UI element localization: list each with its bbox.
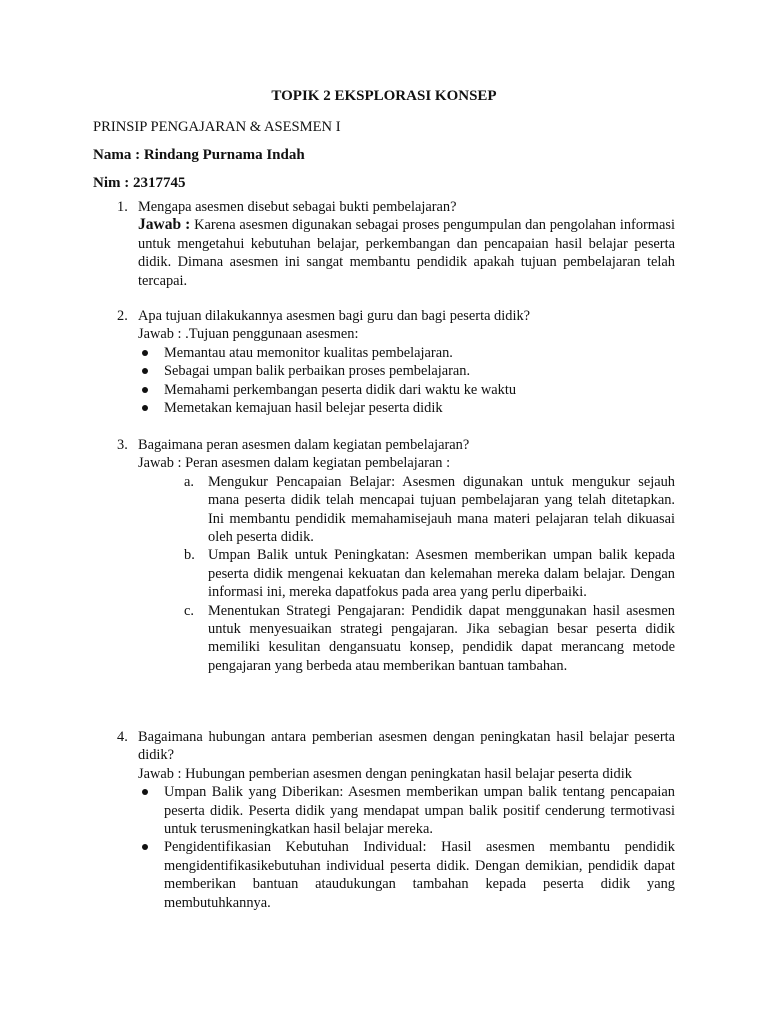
list-item-text: Sebagai umpan balik perbaikan proses pembelajaran.	[164, 363, 471, 380]
answer-intro: Jawab : Hubungan pemberian asesmen dengan peningkatan hasil belajar peserta didik	[138, 765, 632, 782]
question-number: 3.	[117, 437, 128, 453]
answer-intro: Jawab : .Tujuan penggunaan asesmen:	[138, 326, 359, 343]
question-text: Bagaimana peran asesmen dalam kegiatan pembelajaran?	[138, 437, 470, 453]
bullet-icon	[142, 789, 148, 795]
answer-paragraph	[138, 216, 675, 290]
question-4	[117, 728, 675, 912]
list-item-text: Mengukur Pencapaian Belajar: Asesmen digunakan untuk mengukur sejauh mana peserta didik telah mencapai tujuan pembelajaran yang telah ditetapkan. Ini membantu pendidik memahamisejauh mana materi pelajaran telah dikuasai oleh peserta didik.	[208, 473, 675, 546]
answer-lettered-list	[184, 473, 675, 675]
question-text: Apa tujuan dilakukannya asesmen bagi guru dan bagi peserta didik?	[138, 308, 531, 324]
list-item-text: Menentukan Strategi Pengajaran: Pendidik dapat menggunakan hasil asesmen untuk menyesuaikan strategi pengajaran. Jika sebagian besar peserta didik memiliki kesulitan dengansuatu konsep, pendidik dapat merancang metode pengajaran yang berbeda atau memberikan bantuan tambahan.	[208, 602, 675, 674]
bullet-icon	[142, 350, 148, 356]
question-text: Bagaimana hubungan antara pemberian asesmen dengan peningkatan hasil belajar peserta didik?	[138, 729, 675, 764]
list-item	[164, 362, 675, 380]
list-item-text: Umpan Balik untuk Peningkatan: Asesmen memberikan umpan balik kepada peserta didik mengenai kekuatan dan kelemahan mereka dalam belajar. Dengan informasi ini, mereka dapatfokus pada area yang perlu diperbaiki.	[208, 547, 675, 601]
list-marker: a.	[184, 473, 194, 490]
list-item	[164, 399, 675, 417]
list-item-text: Memahami perkembangan peserta didik dari waktu ke waktu	[164, 381, 517, 398]
list-item-text: Pengidentifikasian Kebutuhan Individual: Hasil asesmen membantu pendidik mengidentifikasikebutuhan individual peserta didik. Dengan demikian, pendidik dapat memberikan bantuan ataudukungan tambahan kepada peserta didik yang membutuhkannya.	[164, 839, 675, 911]
list-item	[164, 838, 675, 912]
list-item-text: Memantau atau memonitor kualitas pembelajaran.	[164, 344, 453, 361]
answer-intro: Jawab : Peran asesmen dalam kegiatan pembelajaran :	[138, 455, 451, 472]
answer-bullet-list	[164, 783, 675, 912]
question-number: 1.	[117, 199, 128, 215]
list-item-text: Memetakan kemajuan hasil belejar peserta didik	[164, 400, 443, 417]
bullet-icon	[142, 387, 148, 393]
student-nim: Nim : 2317745	[93, 175, 186, 191]
question-3	[117, 436, 675, 675]
bullet-icon	[142, 844, 148, 850]
question-2	[117, 307, 675, 417]
question-text: Mengapa asesmen disebut sebagai bukti pembelajaran?	[138, 199, 457, 215]
list-marker: b.	[184, 547, 195, 564]
question-number: 4.	[117, 729, 128, 745]
answer-label: Jawab :	[138, 216, 191, 234]
list-item	[184, 602, 675, 676]
list-item	[164, 783, 675, 838]
answer-bullet-list	[164, 344, 675, 418]
question-number: 2.	[117, 308, 128, 324]
list-item	[184, 546, 675, 601]
list-item	[164, 344, 675, 362]
answer-text: Karena asesmen digunakan sebagai proses pengumpulan dan pengolahan informasi untuk mengetahui kebutuhan belajar, perkembangan dan pencapaian hasil belajar peserta didik. Dimana asesmen ini sangat membantu pendidik apakah tujuan pembelajaran telah tercapai.	[138, 217, 675, 289]
question-1	[117, 198, 675, 290]
course-subject: PRINSIP PENGAJARAN & ASESMEN I	[93, 119, 341, 135]
list-item	[164, 381, 675, 399]
document-title: TOPIK 2 EKSPLORASI KONSEP	[271, 88, 497, 104]
list-marker: c.	[184, 602, 194, 619]
list-item-text: Umpan Balik yang Diberikan: Asesmen memberikan umpan balik tentang pencapaian peserta didik. Peserta didik yang mendapat umpan balik positif cenderung termotivasi untuk terusmeningkatkan hasil belajar mereka.	[164, 784, 675, 838]
student-name: Nama : Rindang Purnama Indah	[93, 147, 305, 163]
bullet-icon	[142, 368, 148, 374]
bullet-icon	[142, 405, 148, 411]
list-item	[184, 473, 675, 547]
